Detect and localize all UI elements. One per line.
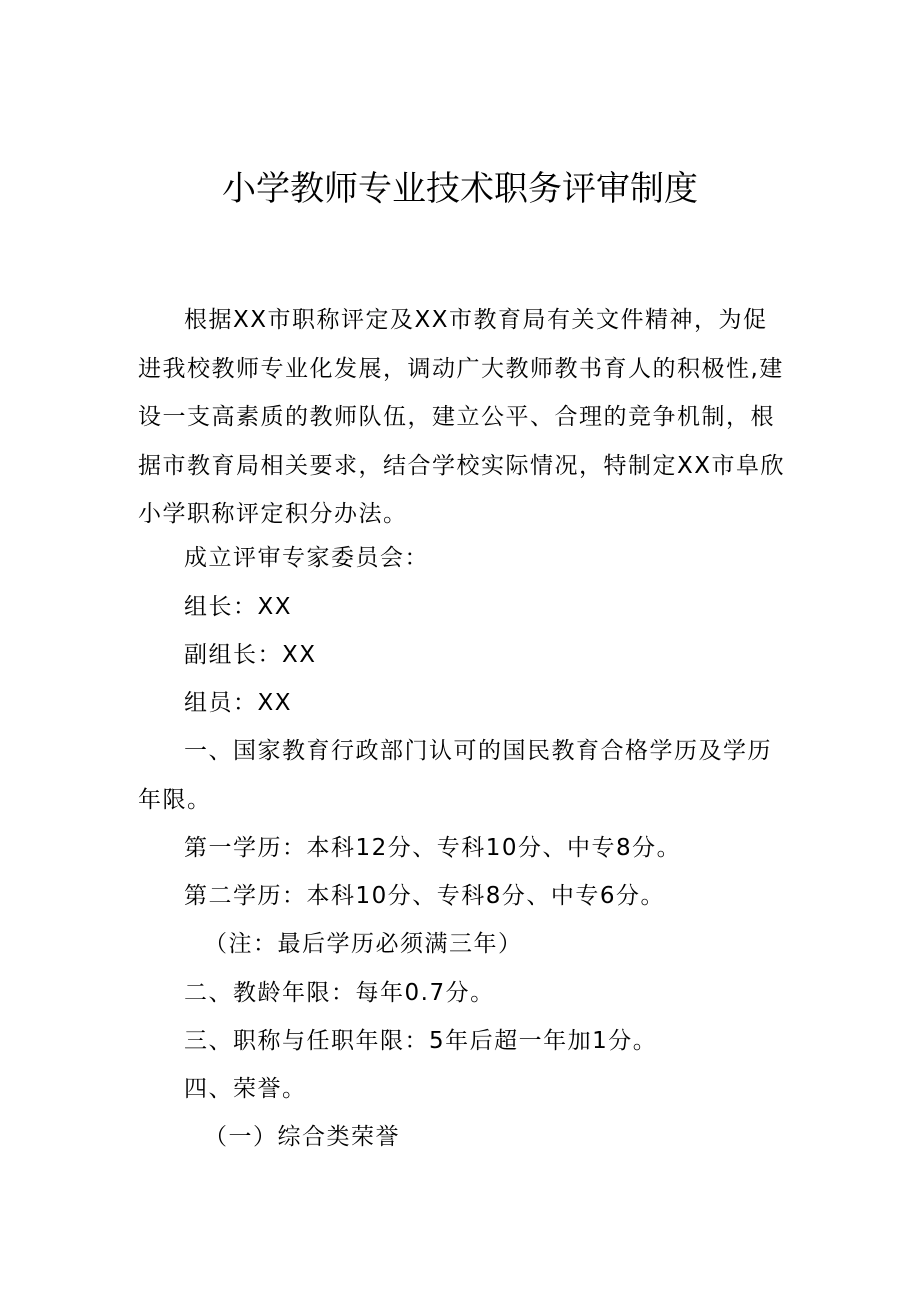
section-three: 三、职称与任职年限：5年后超一年加1分。: [184, 1028, 658, 1054]
section-four: 四、荣誉。: [184, 1076, 307, 1102]
document-title: 小学教师专业技术职务评审制度: [222, 169, 698, 209]
section-one: 一、国家教育行政部门认可的国民教育合格学历及学历年限。: [138, 738, 772, 813]
subsection-one: （一）综合类荣誉: [204, 1124, 400, 1150]
leader-line: 组长：XX: [184, 594, 293, 620]
intro-paragraph: 根据XX市职称评定及XX市教育局有关文件精神，为促进我校教师专业化发展，调动广大教师教书育人的积极性,建设一支高素质的教师队伍，建立公平、合理的竞争机制，根据市教育局相关要求，结合学校实际情况，特制定XX市阜欣小学职称评定积分办法。: [138, 307, 786, 527]
section-two: 二、教龄年限：每年0.7分。: [184, 980, 495, 1006]
first-degree-line: 第一学历：本科12分、专科10分、中专8分。: [184, 835, 682, 861]
second-degree-line: 第二学历：本科10分、专科8分、中专6分。: [184, 883, 666, 909]
deputy-leader-line: 副组长：XX: [184, 642, 317, 668]
members-line: 组员：XX: [184, 690, 293, 716]
note-line: （注：最后学历必须满三年）: [204, 931, 523, 957]
committee-heading: 成立评审专家委员会：: [184, 545, 429, 571]
